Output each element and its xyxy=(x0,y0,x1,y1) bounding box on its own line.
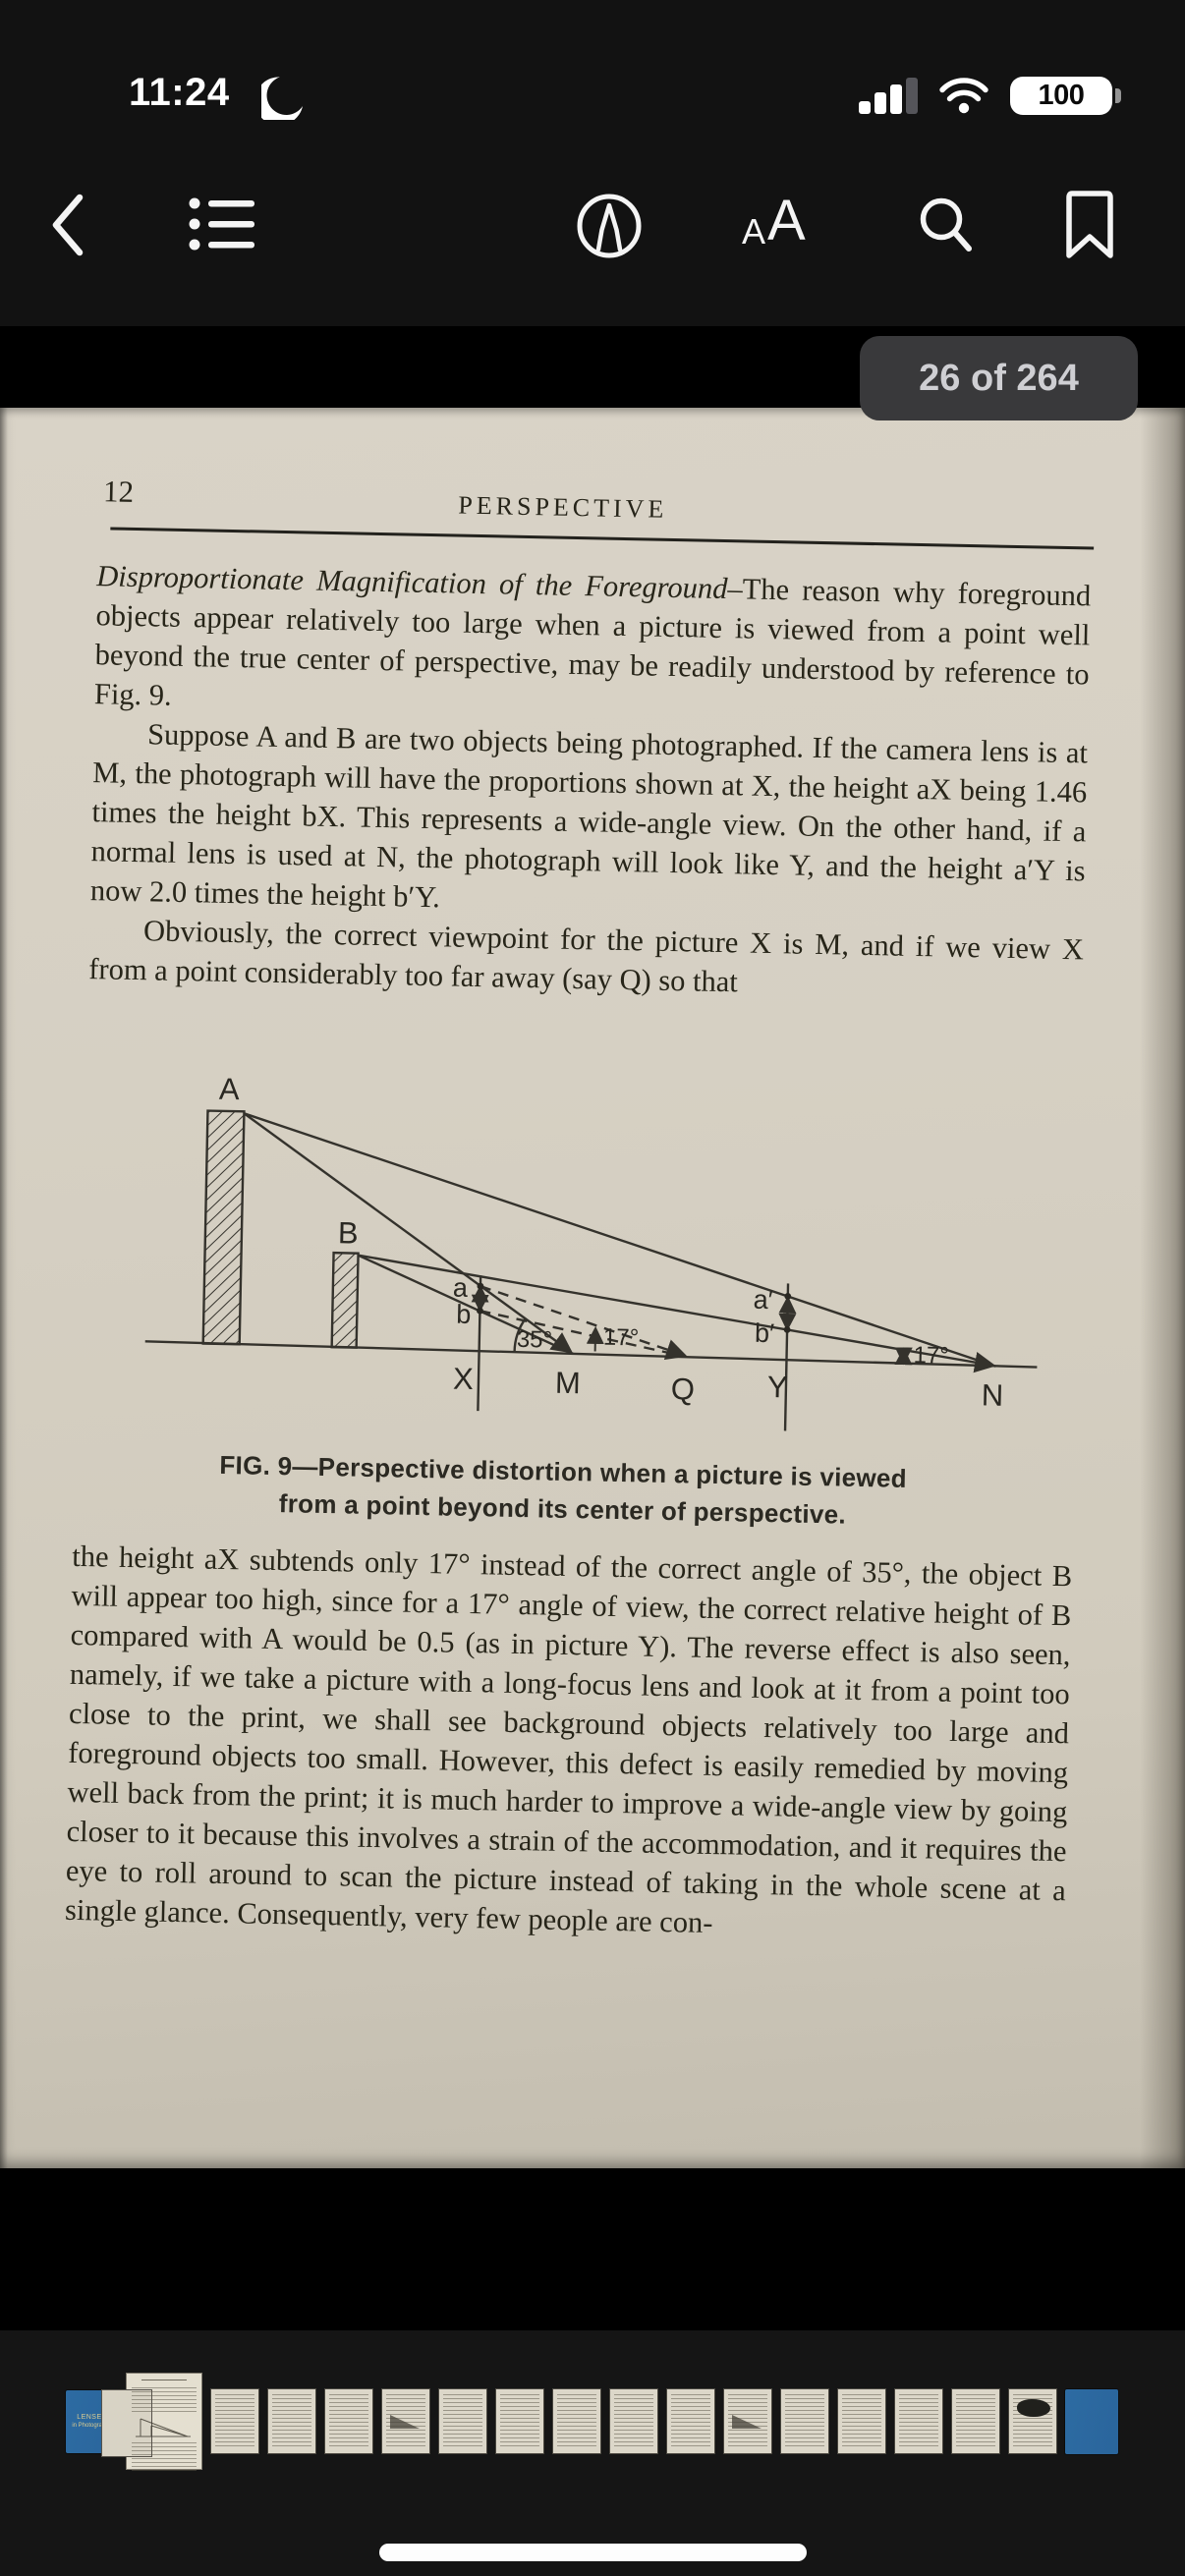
appearance-large-a: A xyxy=(767,189,806,252)
top-chrome xyxy=(0,0,1185,326)
thumbnail-cover-back[interactable] xyxy=(1065,2389,1118,2454)
cellular-signal-icon xyxy=(859,77,918,114)
label-a-prime: a′ xyxy=(753,1284,774,1316)
dashed-a-to-Q xyxy=(480,1286,685,1355)
body-text-lower xyxy=(65,1537,1073,1949)
label-Y: Y xyxy=(766,1370,788,1405)
status-time: 11:24 xyxy=(129,71,230,114)
label-B: B xyxy=(337,1215,360,1251)
paragraph-1-rest: –The reason why foreground objects appear relatively too large when a picture is viewed from a point well beyond the true center of perspective, may be readily understood by reference to Fig. 9. xyxy=(93,572,1092,712)
thumbnail-page-photo[interactable] xyxy=(1008,2388,1057,2454)
thumbnail-page-sm[interactable] xyxy=(666,2388,715,2454)
thumbnail-page-sm[interactable] xyxy=(324,2388,373,2454)
line-B-to-N xyxy=(357,1256,994,1366)
paragraph-1 xyxy=(94,556,1092,733)
page-number: 12 xyxy=(102,474,135,509)
back-button[interactable] xyxy=(49,193,86,257)
thumbnail-page-sm[interactable] xyxy=(837,2388,886,2454)
dashed-b-to-Q xyxy=(480,1311,685,1356)
annotate-button[interactable] xyxy=(576,193,643,259)
battery-icon xyxy=(1010,77,1112,115)
line-A-to-M xyxy=(240,1113,575,1351)
paragraph-1-lead: Disproportionate Magnification of the Foreground xyxy=(96,559,728,606)
paragraph-4: the height aX subtends only 17° instead of the correct angle of 35°, the object B will appear too high, since for a 17° angle of view, the correct relative height of B compared with A would be 0.5 (as in picture Y). The reverse effect is also seen, namely, if we take a picture with a long-focus lens and look at it from a point too close to the print, we shall see background objects relatively too large and foreground objects too small. However, this defect is easily remedied by moving well back from the print; it is much harder to improve a wide-angle view by going closer to it because this involves a strain of the accommodation, and it requires the eye to roll around to scan the picture instead of taking in the whole scene at a single glance. Consequently, very few people are con- xyxy=(64,1539,1073,1940)
battery-percent: 100 xyxy=(1038,79,1085,111)
bookmark-button[interactable] xyxy=(1065,190,1114,260)
label-A: A xyxy=(218,1071,240,1107)
page-scan-tilt xyxy=(0,408,1185,2168)
label-b: b xyxy=(456,1299,472,1329)
thumbnail-page-sm[interactable] xyxy=(495,2388,544,2454)
body-text-upper xyxy=(88,556,1092,1008)
label-N: N xyxy=(981,1377,1004,1413)
paragraph-2: Suppose A and B are two objects being photographed. If the camera lens is at M, the photograph will have the proportions shown at X, the height aX being 1.46 times the height bX. This represents a wide-angle view. On the other hand, if a normal lens is used at N, the photograph will look like Y, and the height a′Y is now 2.0 times the height b′Y. xyxy=(89,717,1089,915)
appearance-small-a: A xyxy=(742,211,766,252)
paragraph-3: Obviously, the correct viewpoint for the picture X is M, and if we view X from a point considerably too far away (say Q) so that xyxy=(87,914,1085,999)
label-angle-17-mid: 17° xyxy=(602,1323,640,1352)
thumbnail-page-sm[interactable] xyxy=(780,2388,829,2454)
thumbnail-page-sm[interactable] xyxy=(210,2388,259,2454)
focus-moon-icon xyxy=(261,75,307,120)
figure-9-diagram xyxy=(94,1067,1044,1459)
page-indicator: 26 of 264 xyxy=(860,336,1138,420)
pencil-in-circle-icon xyxy=(576,193,643,259)
thumbnail-page-sm[interactable] xyxy=(552,2388,601,2454)
label-angle-35: 35° xyxy=(516,1325,553,1354)
thumbnail-page-sm[interactable] xyxy=(267,2388,316,2454)
thumbnail-strip[interactable] xyxy=(0,2330,1185,2512)
cover-title-line2: in Photography xyxy=(72,2423,112,2429)
bookmark-icon xyxy=(1065,190,1114,260)
search-button[interactable] xyxy=(914,195,977,255)
thumbnail-page-sm[interactable] xyxy=(951,2388,1000,2454)
label-Q: Q xyxy=(670,1372,696,1407)
figure-caption xyxy=(97,1443,1028,1537)
thumbnail-page-fig[interactable] xyxy=(381,2388,430,2454)
thumbnail-current[interactable] xyxy=(126,2373,202,2470)
cover-title-line1: LENSES xyxy=(77,2414,107,2421)
thumbnail-page-sm[interactable] xyxy=(438,2388,487,2454)
thumbnail-scrubber[interactable] xyxy=(0,2330,1185,2576)
label-angle-17-right: 17° xyxy=(913,1342,950,1370)
contents-button[interactable] xyxy=(189,196,257,253)
label-b-prime: b′ xyxy=(754,1317,775,1349)
home-indicator[interactable] xyxy=(379,2544,807,2561)
label-a: a xyxy=(452,1272,469,1303)
status-right-cluster xyxy=(859,75,1112,116)
figure-caption-line1: FIG. 9—Perspective distortion when a picture is viewed xyxy=(219,1449,908,1493)
header-rule xyxy=(110,527,1094,549)
bottom-gap xyxy=(0,2168,1185,2330)
search-icon xyxy=(914,195,977,255)
object-A-tower xyxy=(203,1111,245,1345)
thumbnail-page-sm[interactable] xyxy=(894,2388,943,2454)
bulleted-list-icon xyxy=(189,196,257,253)
book-page[interactable] xyxy=(0,408,1185,2168)
thumbnail-page-sm[interactable] xyxy=(609,2388,658,2454)
object-B-tower xyxy=(332,1253,359,1347)
chevron-left-icon xyxy=(49,193,86,257)
running-head: PERSPECTIVE xyxy=(458,490,668,524)
label-M: M xyxy=(554,1365,582,1401)
label-X: X xyxy=(452,1361,475,1397)
wifi-icon xyxy=(937,76,990,115)
thumbnail-page-fig[interactable] xyxy=(723,2388,772,2454)
figure-caption-line2: from a point beyond its center of perspective. xyxy=(278,1488,847,1530)
appearance-button[interactable] xyxy=(742,189,806,252)
